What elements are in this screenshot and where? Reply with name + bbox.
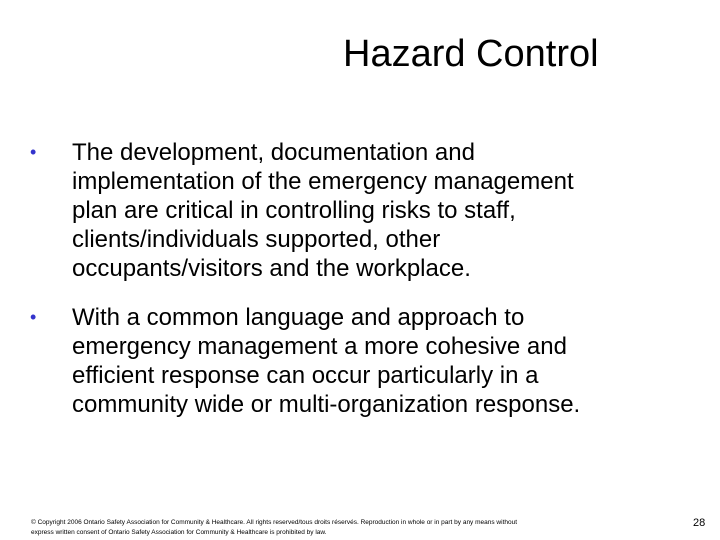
bullet-item [30,138,690,283]
bullet-text-line: occupants/visitors and the workplace. [72,255,471,282]
bullet-text-line: clients/individuals supported, other [72,226,441,253]
footer-copyright [31,518,651,538]
bullet-text-line: efficient response can occur particularly in a [72,362,539,389]
bullet-marker: • [30,307,37,327]
slide-title: Hazard Control [343,33,599,75]
bullet-text-line: With a common language and approach to [72,304,525,331]
page-number: 28 [693,517,706,529]
footer-copyright-line: © Copyright 2006 Ontario Safety Association for Community & Healthcare. All rights reserved/tous droits réservés. Reproduction in whole or in part by any means without [31,519,518,526]
footer-copyright-line: express written consent of Ontario Safety Association for Community & Healthcare is prohibited by law. [31,529,327,536]
bullet-text-line: implementation of the emergency management [72,168,574,195]
bullet-text-line: emergency management a more cohesive and [72,333,567,360]
bullet-text-line: The development, documentation and [72,139,475,166]
bullet-item [30,303,690,419]
bullet-list [30,138,690,439]
bullet-text-line: community wide or multi-organization response. [72,391,581,418]
bullet-marker: • [30,142,37,162]
bullet-text-line: plan are critical in controlling risks to staff, [72,197,516,224]
